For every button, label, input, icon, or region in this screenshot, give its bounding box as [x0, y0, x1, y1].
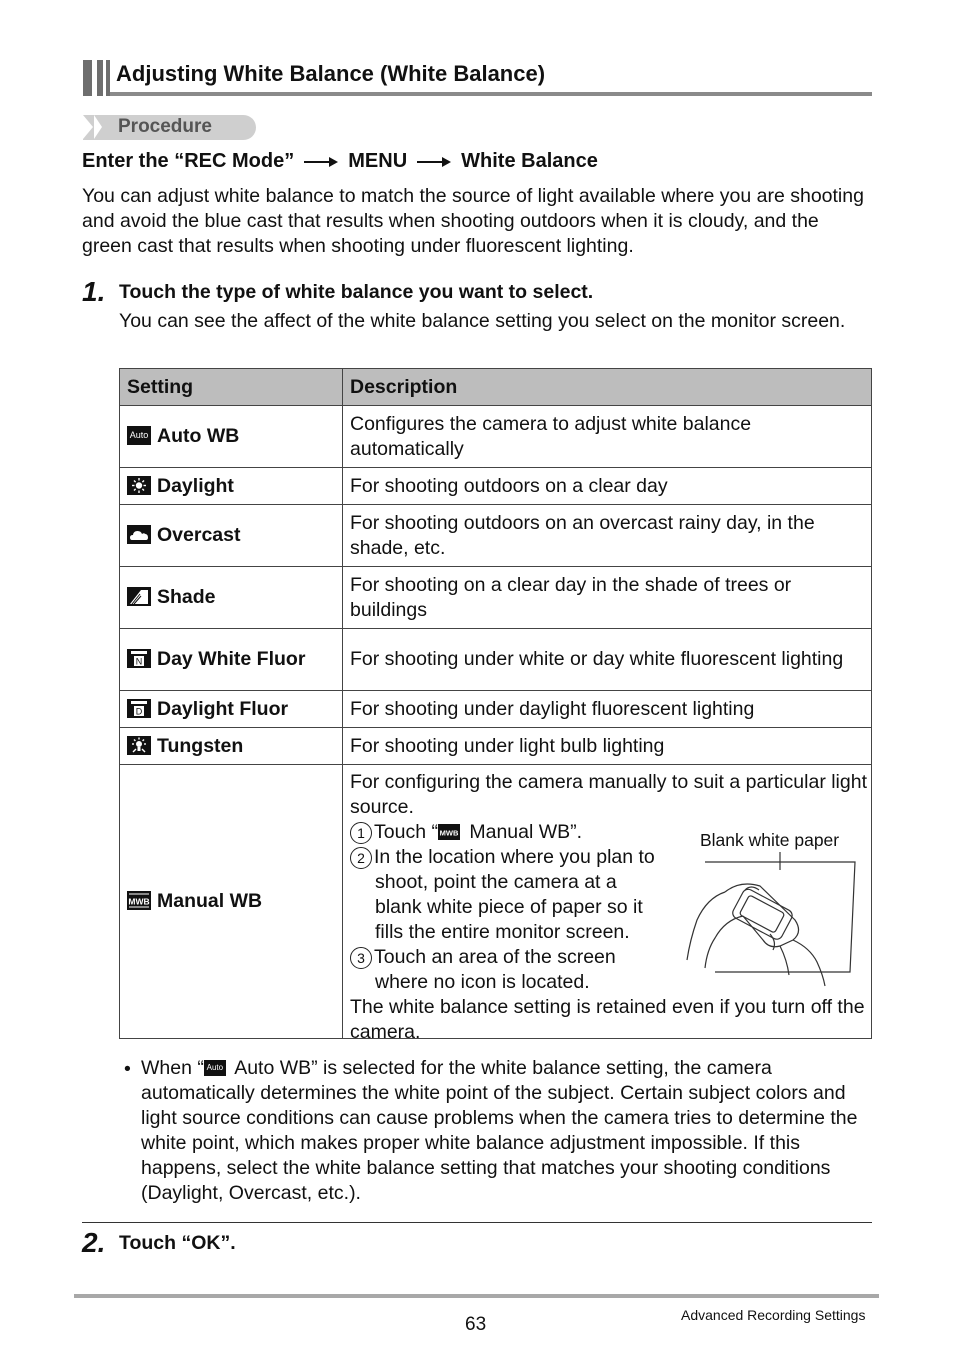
- daylight-icon: [127, 476, 151, 495]
- manual-wb-icon: [438, 824, 460, 840]
- manual-outro: The white balance setting is retained even if you turn off the camera.: [350, 996, 865, 1043]
- manual-step-3-text: where no icon is located.: [375, 971, 590, 993]
- description-cell: Configures the camera to adjust white balance automatically: [343, 406, 872, 468]
- table-row: [120, 691, 872, 728]
- step-number-circle: 1: [350, 822, 372, 844]
- tungsten-icon: [127, 736, 151, 755]
- daylight-fluor-icon: [127, 699, 151, 718]
- step-title: Touch “OK”.: [119, 1232, 236, 1254]
- menu-path-step: MENU: [348, 150, 408, 172]
- description-cell: For shooting outdoors on a clear day: [343, 468, 872, 505]
- manual-intro: For configuring the camera manually to suit a particular light source.: [350, 771, 867, 818]
- manual-wb-description: [350, 770, 867, 1043]
- note-paragraph: [141, 1056, 873, 1206]
- svg-text:MWB: MWB: [439, 828, 459, 838]
- table-row: [120, 406, 872, 468]
- svg-text:N: N: [135, 656, 143, 667]
- step-number: 2.: [82, 1227, 106, 1258]
- divider: [82, 1222, 872, 1223]
- setting-cell: [120, 468, 343, 505]
- description-cell: For shooting under white or day white fluorescent lighting: [343, 629, 872, 691]
- manual-step-1: [350, 820, 582, 845]
- auto-icon-text: Auto: [206, 1063, 224, 1072]
- column-header-setting: Setting: [120, 369, 343, 406]
- white-balance-table: [119, 368, 872, 1043]
- setting-cell: [120, 728, 343, 765]
- manual-step-2-text: fills the entire monitor screen.: [375, 921, 630, 943]
- setting-name: Day White Fluor: [157, 648, 306, 670]
- setting-cell: [120, 765, 343, 1039]
- procedure-badge-notch: [94, 115, 102, 139]
- step-number: 1.: [82, 276, 106, 307]
- table-header-row: [120, 369, 872, 406]
- menu-path-step: White Balance: [461, 150, 598, 172]
- setting-name: Manual WB: [157, 890, 263, 912]
- setting-cell: [120, 505, 343, 567]
- step-title: Touch the type of white balance you want to select.: [119, 281, 594, 303]
- description-cell: For shooting under light bulb lighting: [343, 728, 872, 765]
- setting-name: Daylight Fluor: [157, 697, 289, 720]
- illustration-label: Blank white paper: [700, 830, 840, 850]
- setting-cell: [120, 567, 343, 629]
- manual-step-2-text: In the location where you plan to: [374, 846, 655, 868]
- step-number-circle: 2: [350, 847, 372, 869]
- manual-step-2: [350, 845, 655, 870]
- manual-step-2-text: blank white piece of paper so it: [375, 896, 643, 918]
- manual-step-3-text: Touch an area of the screen: [374, 946, 616, 968]
- auto-wb-icon: [127, 426, 151, 445]
- arrow-right-icon: [304, 155, 338, 169]
- svg-text:D: D: [135, 706, 143, 716]
- header-underline: [110, 92, 872, 96]
- menu-path: [82, 150, 598, 173]
- setting-name: Daylight: [157, 474, 234, 497]
- manual-step-2-text: shoot, point the camera at a: [375, 871, 617, 893]
- description-cell: For shooting outdoors on an overcast rainy day, in the shade, etc.: [343, 505, 872, 567]
- manual-step-1-text: Manual WB”.: [463, 821, 583, 843]
- arrow-right-icon: [417, 155, 451, 169]
- description-cell: For shooting under daylight fluorescent lighting: [343, 691, 872, 728]
- setting-cell: [120, 629, 343, 691]
- bullet-icon: •: [124, 1058, 131, 1080]
- day-white-fluor-icon: [127, 649, 151, 668]
- setting-cell: [120, 406, 343, 468]
- auto-icon-text: Auto: [129, 430, 149, 440]
- column-header-description: Description: [343, 369, 872, 406]
- setting-name: Tungsten: [157, 734, 244, 757]
- table-row: [120, 468, 872, 505]
- note-text: When “: [141, 1057, 204, 1079]
- header-bar-decoration: [106, 60, 110, 96]
- procedure-label: Procedure: [118, 116, 212, 137]
- intro-paragraph: You can adjust white balance to match the source of light available where you are shooting and avoid the blue cast that results when shooting outdoors when it is cloudy, and the green cast that results when shooting under fluorescent lighting.: [82, 185, 864, 257]
- overcast-icon: [127, 525, 151, 544]
- description-cell: [343, 765, 872, 1043]
- footer-rule: [74, 1294, 879, 1298]
- header-bar-decoration: [83, 60, 92, 96]
- auto-wb-icon: [204, 1060, 226, 1076]
- note-text: Auto WB” is selected for the white balance setting, the camera automatically determines the white point of the subject. Certain subject colors and light source conditions can cause problems when the camera tries to determine the white point, which makes proper white balance adjustment impossible. If this happens, select the white balance setting that matches your shooting conditions (Daylight, Overcast, etc.).: [141, 1057, 858, 1204]
- table-row: [120, 765, 872, 1039]
- setting-cell: [120, 691, 343, 728]
- manual-wb-icon: [127, 891, 151, 910]
- shade-icon: [127, 587, 151, 606]
- procedure-badge-notch: [83, 115, 93, 139]
- description-cell: For shooting on a clear day in the shade of trees or buildings: [343, 567, 872, 629]
- step-number-circle: 3: [350, 947, 372, 969]
- manual-step-3: [350, 945, 616, 970]
- svg-text:MWB: MWB: [128, 896, 150, 907]
- menu-path-step: Enter the “REC Mode”: [82, 150, 295, 172]
- manual-step-1-text: Touch “: [374, 821, 438, 843]
- setting-name: Overcast: [157, 524, 241, 546]
- table-row: [120, 728, 872, 765]
- page-number: 63: [465, 1314, 487, 1335]
- step-description: You can see the affect of the white balance setting you select on the monitor screen.: [119, 310, 846, 332]
- footer-section-title: Advanced Recording Settings: [681, 1307, 866, 1323]
- table-row: [120, 505, 872, 567]
- camera-pointing-at-paper-illustration: [685, 850, 875, 990]
- setting-name: Shade: [157, 586, 216, 608]
- setting-name: Auto WB: [157, 425, 240, 447]
- page-title: Adjusting White Balance (White Balance): [116, 61, 546, 86]
- table-row: [120, 567, 872, 629]
- header-bar-decoration: [97, 60, 103, 96]
- table-row: [120, 629, 872, 691]
